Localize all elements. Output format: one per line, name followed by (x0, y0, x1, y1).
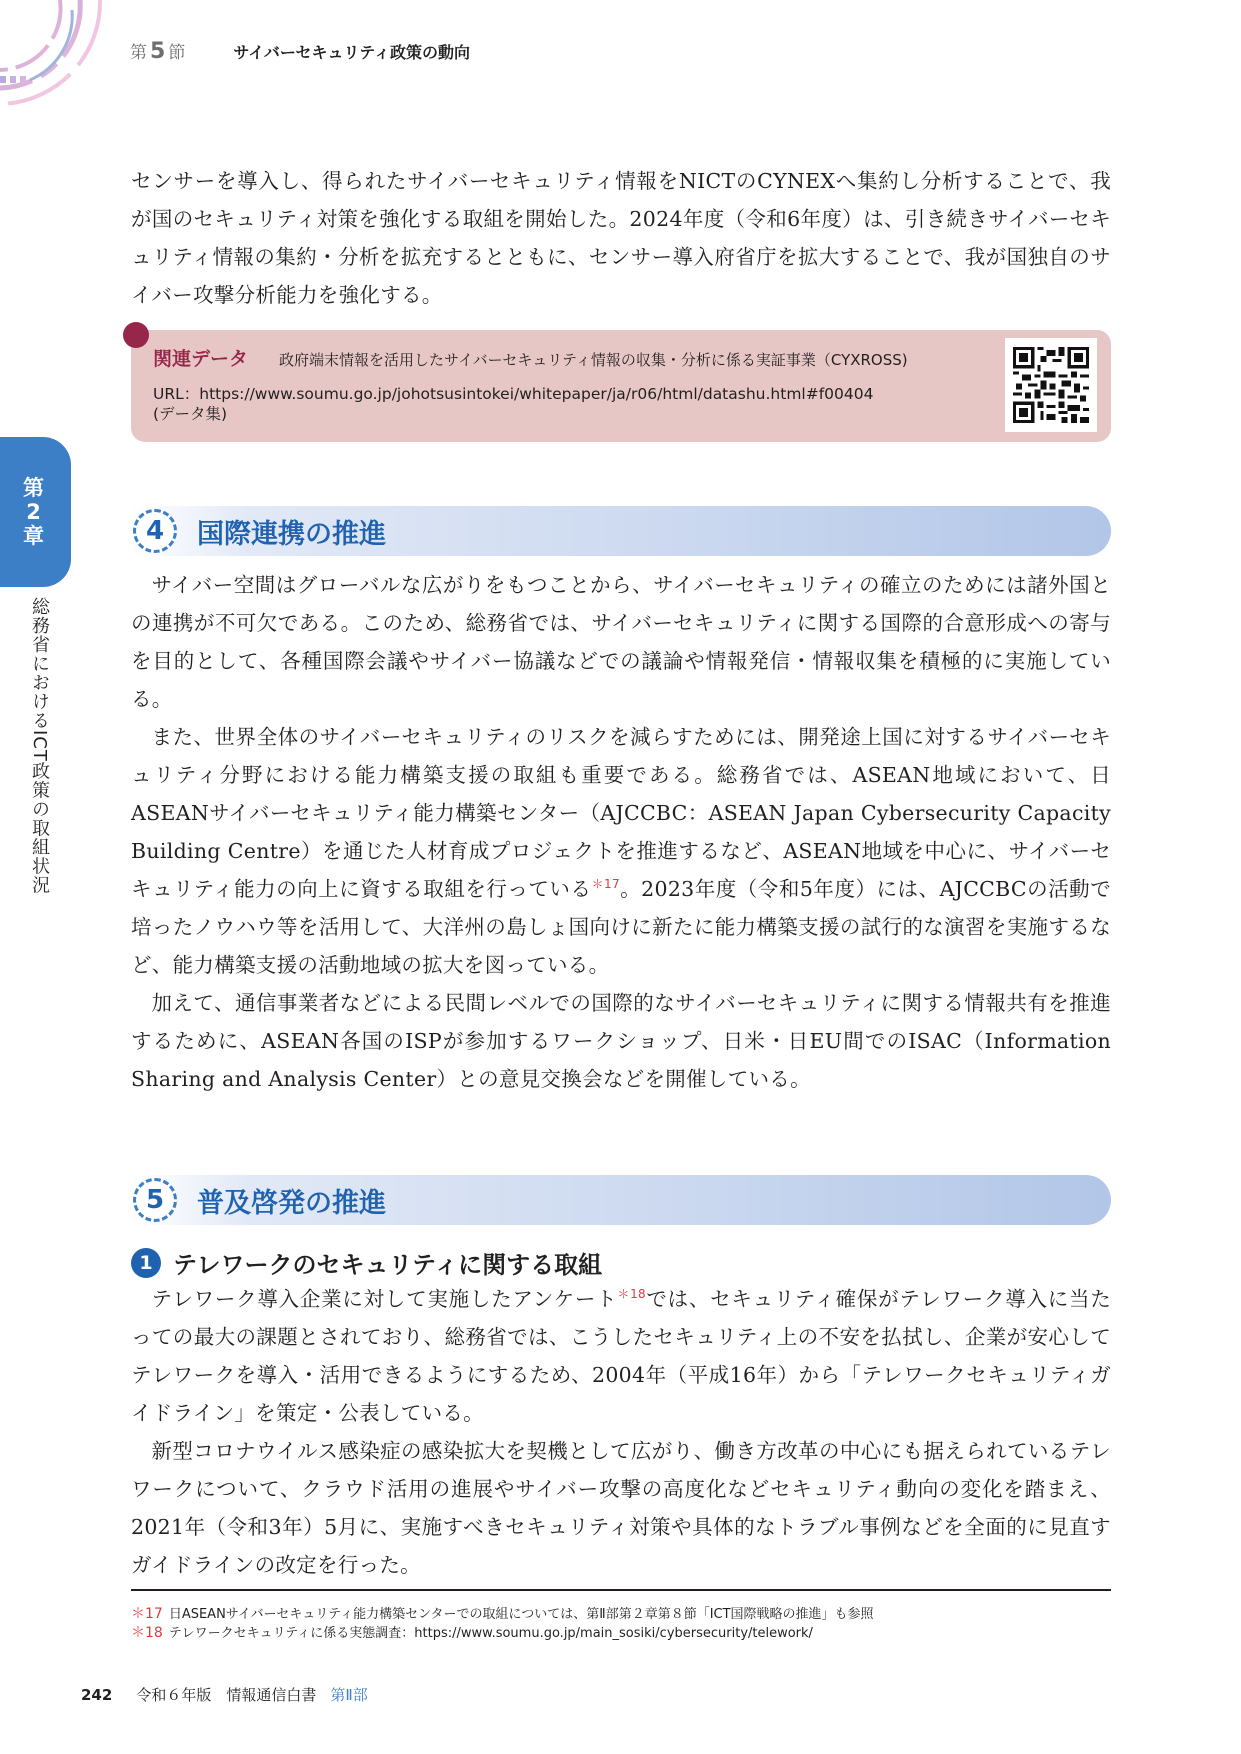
section-prefix: 第 (130, 43, 147, 63)
chapter-tab-number: 2 (26, 499, 41, 524)
footnote-mark: ＊17 (131, 1606, 163, 1622)
section-4-title: 国際連携の推進 (197, 518, 386, 550)
page-number: 242 (81, 1686, 113, 1704)
bullet-dot-icon (123, 322, 149, 348)
related-data-box (131, 330, 1111, 442)
section-5-body (131, 1280, 1111, 1584)
section-5-heading (131, 1175, 1111, 1225)
section-4-paragraph-1: サイバー空間はグローバルな広がりをもつことから、サイバーセキュリティの確立のためには諸外国との連携が不可欠である。このため、総務省では、サイバーセキュリティに関する国際的合意形成への寄与を目的として、各種国際会議やサイバー協議などでの議論や情報発信・情報収集を積極的に実施している。 (131, 573, 1111, 711)
related-data-title: 政府端末情報を活用したサイバーセキュリティ情報の収集・分析に係る実証事業（CYXROSS) (279, 351, 908, 369)
qr-code-icon[interactable] (1005, 338, 1097, 432)
intro-block (131, 162, 1111, 314)
footnote-divider (131, 1589, 1111, 1591)
running-head (130, 38, 470, 64)
chapter-tab-line3: 章 (23, 524, 44, 549)
related-data-url-note: (データ集) (153, 405, 228, 423)
section-4-body (131, 566, 1111, 1098)
part-label: 第Ⅱ部 (330, 1686, 368, 1704)
chapter-vertical-title: 総務省におけるICT政策の取組状況 (29, 597, 50, 895)
footnotes (131, 1605, 1111, 1643)
related-data-url-link[interactable]: URL：https://www.soumu.go.jp/johotsusintokei/whitepaper/ja/r06/html/datashu.html#f00404 (153, 385, 874, 403)
paragraph-text: 。2023年度（令和5年度）には、AJCCBCの活動で培ったノウハウ等を活用して、大洋州の島しょ国向けに新たに能力構築支援の試行的な演習を実施するなど、能力構築支援の活動地域の拡大を図っている。 (131, 877, 1111, 977)
intro-paragraph: センサーを導入し、得られたサイバーセキュリティ情報をNICTのCYNEXへ集約し分析することで、我が国のセキュリティ対策を強化する取組を開始した。2024年度（令和6年度）は、引き続きサイバーセキュリティ情報の集約・分析を拡充するとともに、センサー導入府省庁を拡大することで、我が国独自のサイバー攻撃分析能力を強化する。 (131, 169, 1111, 307)
section-5-paragraph-2: 新型コロナウイルス感染症の感染拡大を契機として広がり、働き方改革の中心にも据えられているテレワークについて、クラウド活用の進展やサイバー攻撃の高度化などセキュリティ動向の変化を踏まえ、2021年（令和3年）5月に、実施すべきセキュリティ対策や具体的なトラブル事例などを全面的に見直すガイドラインの改定を行った。 (131, 1439, 1111, 1577)
section-4-heading (131, 506, 1111, 556)
section-suffix: 節 (168, 43, 186, 63)
footnote-text[interactable]: テレワークセキュリティに係る実態調査：https://www.soumu.go.jp/main_sosiki/cybersecurity/telework/ (168, 1626, 813, 1641)
subsection-number-badge: 1 (131, 1248, 161, 1278)
corner-decoration-icon (0, 0, 120, 110)
footnote-17 (131, 1605, 1111, 1624)
subsection-heading (131, 1245, 602, 1280)
section-title: サイバーセキュリティ政策の動向 (233, 43, 470, 62)
paragraph-text: また、世界全体のサイバーセキュリティのリスクを減らすためには、開発途上国に対するサイバーセキュリティ分野における能力構築支援の取組も重要である。総務省では、ASEAN地域において、日ASEANサイバーセキュリティ能力構築センター（AJCCBC：ASEAN Japan Cybersecurity Capacity Building Centre）を通じた人材育成プロジェクトを推進するなど、ASEAN地域を中心に、サイバーセキュリティ能力の向上に資する取組を行っている (131, 725, 1111, 901)
section-5-number-badge: 5 (133, 1178, 177, 1222)
section-5-paragraph-1 (131, 1280, 1111, 1432)
footnote-18 (131, 1624, 1111, 1643)
paragraph-text: では、セキュリティ確保がテレワーク導入に当たっての最大の課題とされており、総務省では、こうしたセキュリティ上の不安を払拭し、企業が安心してテレワークを導入・活用できるようにするため、2004年（平成16年）から「テレワークセキュリティガイドライン」を策定・公表している。 (131, 1287, 1111, 1425)
section-4-paragraph-3: 加えて、通信事業者などによる民間レベルでの国際的なサイバーセキュリティに関する情報共有を推進するために、ASEAN各国のISPが参加するワークショップ、日米・日EU間でのISAC（Information Sharing and Analysis Center）との意見交換会などを開催している。 (131, 991, 1111, 1091)
book-title: 令和６年版 情報通信白書 (136, 1686, 317, 1704)
section-5-title: 普及啓発の推進 (197, 1187, 386, 1219)
related-data-url[interactable] (153, 384, 873, 424)
section-4-paragraph-2 (131, 718, 1111, 984)
section-4-number-badge: 4 (133, 509, 177, 553)
footnote-ref-17[interactable]: ＊17 (591, 877, 620, 892)
chapter-tab (0, 437, 71, 587)
footnote-ref-18[interactable]: ＊18 (617, 1287, 646, 1302)
page-footer (81, 1684, 368, 1705)
footnote-mark: ＊18 (131, 1625, 163, 1641)
section-label (130, 38, 185, 64)
paragraph-text: テレワーク導入企業に対して実施したアンケート (151, 1287, 618, 1311)
related-data-label: 関連データ (153, 348, 249, 370)
footnote-text: 日ASEANサイバーセキュリティ能力構築センターでの取組については、第Ⅱ部第２章第８節「ICT国際戦略の推進」も参照 (168, 1607, 874, 1622)
chapter-tab-line1: 第 (23, 475, 44, 500)
section-number: 5 (150, 39, 166, 64)
subsection-title: テレワークのセキュリティに関する取組 (173, 1251, 603, 1279)
